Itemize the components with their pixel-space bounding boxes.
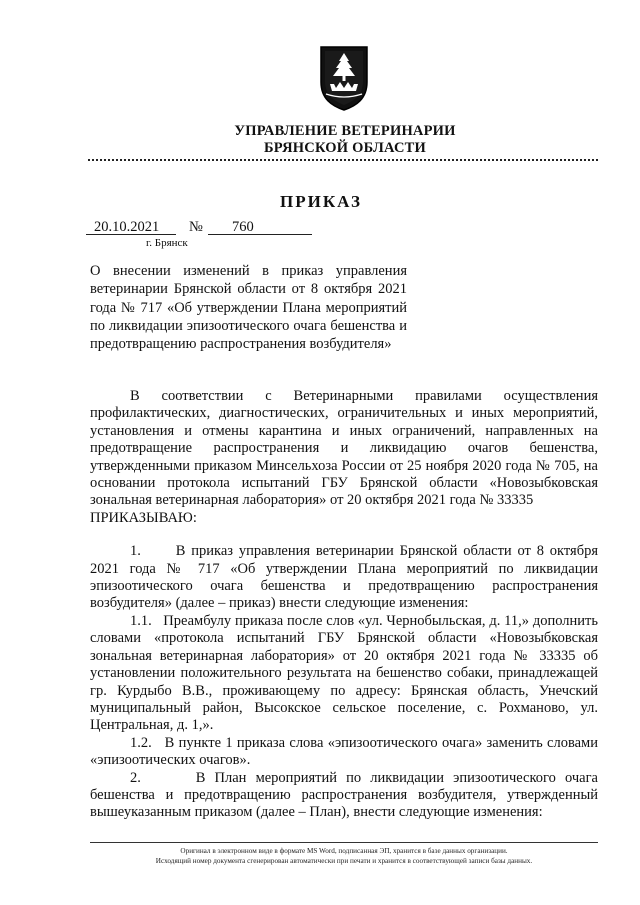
item-1-paragraph: 1. В приказ управления ветеринарии Брянской области от 8 октября 2021 года № 717 «Об утверждении Плана мероприятий по ликвидации эпизоотического очага бешенства и предотвращению распространения возбудителя» (далее – приказ) внести следующие изменения: bbox=[90, 543, 598, 612]
preamble-paragraph: В соответствии с Ветеринарными правилами осуществления профилактических, диагностических, ограничительных и иных мероприятий, установления и отмены карантина и иных ограничений, направленных на предотвращение распространения и ликвидацию очагов бешенства, утвержденными приказом Минсельхоза России от 25 ноября 2020 года № 705, на основании протокола испытаний ГБУ Брянской области «Новозыбковская зональная ветеринарная лаборатория» от 20 октября 2021 года № 33335 bbox=[90, 388, 598, 509]
date-underline bbox=[86, 234, 176, 235]
document-body bbox=[90, 388, 598, 822]
organization-name-line2: БРЯНСКОЙ ОБЛАСТИ bbox=[264, 140, 426, 156]
footer-note-line2: Исходящий номер документа сгенерирован автоматически при печати и хранится в соответствующей записи базы данных. bbox=[155, 857, 533, 865]
item-1-2-paragraph: 1.2. В пункте 1 приказа слова «эпизоотического очага» заменить словами «эпизоотических очагов». bbox=[90, 734, 598, 769]
document-subject: О внесении изменений в приказ управления ветеринарии Брянской области от 8 октября 2021 года № 717 «Об утверждении Плана мероприятий по ликвидации эпизоотического очага бешенства и предотвращению распространения возбудителя» bbox=[90, 263, 407, 353]
item-2-paragraph: 2. В План мероприятий по ликвидации эпизоотического очага бешенства и предотвращению распространения возбудителя, утвержденный вышеуказанным приказом (далее – План), внести следующие изменения: bbox=[90, 769, 598, 821]
order-keyword: ПРИКАЗЫВАЮ: bbox=[90, 509, 197, 526]
item-1-1-paragraph: 1.1. Преамбулу приказа после слов «ул. Чернобыльская, д. 11,» дополнить словами «протокола испытаний ГБУ Брянской области «Новозыбковская зональная ветеринарная лаборатория» от 20 октября 2021 года № 33335 об установлении положительного результата на бешенство собаки, принадлежащей гр. Курдыбо В.В., проживающему по адресу: Брянская область, Унечский муниципальный район, Высокское сельское поселение, с. Рохманово, ул. Центральная, д. 1,». bbox=[90, 612, 598, 734]
document-title: ПРИКАЗ bbox=[280, 192, 362, 211]
coat-of-arms-emblem bbox=[318, 44, 370, 112]
footer-divider bbox=[90, 842, 598, 843]
header-dotted-divider bbox=[88, 159, 598, 161]
organization-name-line1: УПРАВЛЕНИЕ ВЕТЕРИНАРИИ bbox=[234, 123, 456, 139]
document-city: г. Брянск bbox=[146, 237, 188, 249]
number-sign: № bbox=[189, 219, 203, 235]
footer-note-line1: Оригинал в электронном виде в формате MS Word, подписанная ЭП, хранится в базе данных организации. bbox=[180, 847, 508, 855]
document-number: 760 bbox=[232, 219, 254, 235]
document-date: 20.10.2021 bbox=[94, 219, 160, 235]
number-underline bbox=[208, 234, 312, 235]
